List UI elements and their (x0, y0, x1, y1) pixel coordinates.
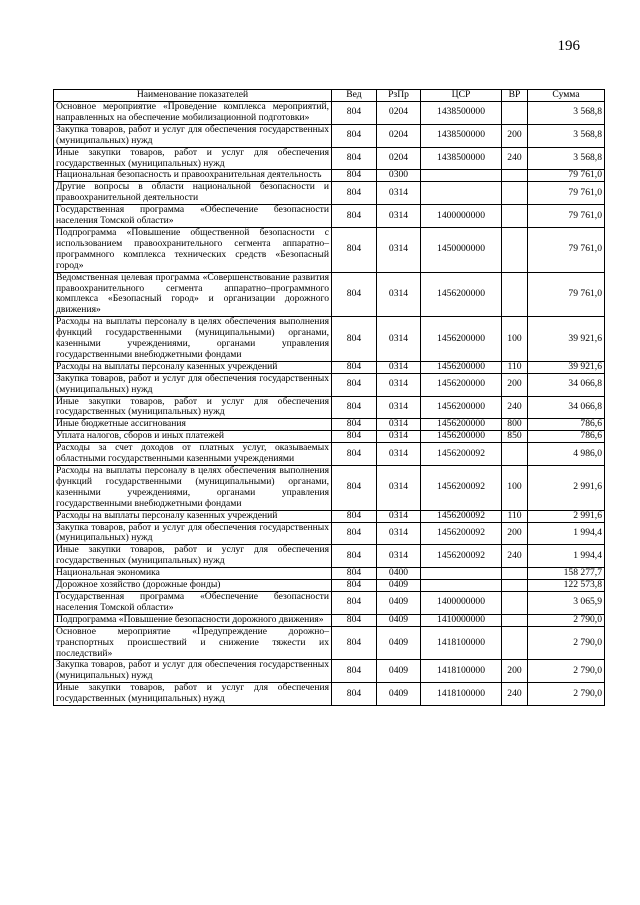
cell-name: Подпрограмма «Повышение безопасности дорожного движения» (54, 614, 332, 626)
cell-name: Закупка товаров, работ и услуг для обеспечения государственных (муниципальных) нужд (54, 373, 332, 396)
budget-table (53, 89, 605, 706)
table-row (54, 522, 605, 545)
cell-name: Закупка товаров, работ и услуг для обеспечения государственных (муниципальных) нужд (54, 124, 332, 147)
cell-sum: 79 761,0 (528, 182, 605, 205)
cell-name: Расходы на выплаты персоналу казенных учреждений (54, 361, 332, 373)
header-csr: ЦСР (421, 90, 502, 102)
table-row (54, 272, 605, 317)
cell-csr (421, 182, 502, 205)
cell-rzpr: 0314 (377, 545, 421, 568)
table-row (54, 317, 605, 362)
cell-rzpr: 0300 (377, 170, 421, 182)
cell-ved: 804 (332, 591, 377, 614)
cell-vr: 850 (502, 431, 528, 443)
cell-ved: 804 (332, 614, 377, 626)
cell-sum: 2 991,6 (528, 466, 605, 511)
cell-ved: 804 (332, 443, 377, 466)
cell-rzpr: 0400 (377, 568, 421, 580)
cell-vr (502, 102, 528, 125)
cell-csr (421, 568, 502, 580)
cell-ved: 804 (332, 419, 377, 431)
cell-name: Основное мероприятие «Предупреждение дорожно–транспортных происшествий и снижение тяжести их последствий» (54, 626, 332, 660)
cell-csr: 1456200092 (421, 510, 502, 522)
page-number: 196 (557, 38, 580, 54)
header-sum: Сумма (528, 90, 605, 102)
table-row (54, 626, 605, 660)
cell-ved: 804 (332, 227, 377, 272)
cell-sum: 1 994,4 (528, 545, 605, 568)
cell-name: Национальная экономика (54, 568, 332, 580)
cell-rzpr: 0314 (377, 227, 421, 272)
cell-name: Дорожное хозяйство (дорожные фонды) (54, 580, 332, 592)
cell-sum: 2 790,0 (528, 614, 605, 626)
cell-name: Расходы на выплаты персоналу казенных учреждений (54, 510, 332, 522)
cell-name: Иные закупки товаров, работ и услуг для обеспечения государственных (муниципальных) нужд (54, 147, 332, 170)
cell-rzpr: 0314 (377, 317, 421, 362)
cell-ved: 804 (332, 431, 377, 443)
cell-csr (421, 170, 502, 182)
cell-vr (502, 568, 528, 580)
cell-rzpr: 0314 (377, 522, 421, 545)
cell-sum: 2 790,0 (528, 660, 605, 683)
cell-vr (502, 272, 528, 317)
cell-sum: 79 761,0 (528, 205, 605, 228)
table-row (54, 373, 605, 396)
table-row (54, 227, 605, 272)
cell-ved: 804 (332, 124, 377, 147)
table-row (54, 568, 605, 580)
cell-sum: 34 066,8 (528, 373, 605, 396)
table-header (54, 90, 605, 102)
cell-ved: 804 (332, 147, 377, 170)
table-row (54, 361, 605, 373)
cell-name: Иные бюджетные ассигнования (54, 419, 332, 431)
table-row (54, 591, 605, 614)
cell-csr: 1438500000 (421, 147, 502, 170)
cell-sum: 79 761,0 (528, 272, 605, 317)
cell-sum: 39 921,6 (528, 317, 605, 362)
cell-vr (502, 205, 528, 228)
cell-vr: 100 (502, 466, 528, 511)
cell-vr: 100 (502, 317, 528, 362)
cell-sum: 122 573,8 (528, 580, 605, 592)
cell-ved: 804 (332, 272, 377, 317)
cell-vr (502, 227, 528, 272)
cell-vr (502, 170, 528, 182)
table-row (54, 545, 605, 568)
cell-vr: 240 (502, 683, 528, 706)
cell-ved: 804 (332, 182, 377, 205)
cell-vr: 240 (502, 396, 528, 419)
cell-csr: 1456200092 (421, 522, 502, 545)
cell-name: Другие вопросы в области национальной безопасности и правоохранительной деятельности (54, 182, 332, 205)
cell-vr: 800 (502, 419, 528, 431)
cell-csr: 1456200000 (421, 317, 502, 362)
table-row (54, 443, 605, 466)
cell-rzpr: 0314 (377, 431, 421, 443)
cell-csr: 1456200000 (421, 272, 502, 317)
cell-ved: 804 (332, 466, 377, 511)
cell-csr: 1450000000 (421, 227, 502, 272)
header-rzpr: РзПр (377, 90, 421, 102)
cell-vr (502, 182, 528, 205)
cell-rzpr: 0314 (377, 182, 421, 205)
cell-ved: 804 (332, 522, 377, 545)
cell-vr (502, 591, 528, 614)
cell-name: Иные закупки товаров, работ и услуг для обеспечения государственных (муниципальных) нужд (54, 545, 332, 568)
cell-ved: 804 (332, 660, 377, 683)
cell-rzpr: 0204 (377, 124, 421, 147)
table-row (54, 580, 605, 592)
cell-sum: 1 994,4 (528, 522, 605, 545)
cell-csr: 1438500000 (421, 124, 502, 147)
header-ved: Вед (332, 90, 377, 102)
cell-rzpr: 0409 (377, 591, 421, 614)
table-row (54, 431, 605, 443)
cell-rzpr: 0314 (377, 396, 421, 419)
cell-sum: 3 568,8 (528, 147, 605, 170)
cell-vr: 240 (502, 545, 528, 568)
table-row (54, 614, 605, 626)
cell-ved: 804 (332, 568, 377, 580)
cell-csr: 1400000000 (421, 591, 502, 614)
cell-csr: 1456200000 (421, 396, 502, 419)
cell-name: Ведомственная целевая программа «Совершенствование развития правоохранительного сегмента аппаратно–программного комплекса «Безопасный город» и организации дорожного движения» (54, 272, 332, 317)
cell-ved: 804 (332, 683, 377, 706)
cell-csr: 1456200000 (421, 431, 502, 443)
cell-name: Иные закупки товаров, работ и услуг для обеспечения государственных (муниципальных) нужд (54, 683, 332, 706)
cell-ved: 804 (332, 396, 377, 419)
table-row (54, 102, 605, 125)
cell-name: Уплата налогов, сборов и иных платежей (54, 431, 332, 443)
cell-rzpr: 0314 (377, 510, 421, 522)
cell-name: Закупка товаров, работ и услуг для обеспечения государственных (муниципальных) нужд (54, 522, 332, 545)
cell-name: Государственная программа «Обеспечение безопасности населения Томской области» (54, 205, 332, 228)
cell-name: Расходы на выплаты персоналу в целях обеспечения выполнения функций государственными (муниципальными) органами, казенными учреждениями, органами управления государственными внебюджетными фондами (54, 317, 332, 362)
cell-csr: 1456200092 (421, 466, 502, 511)
table-row (54, 396, 605, 419)
cell-sum: 2 790,0 (528, 626, 605, 660)
cell-csr: 1410000000 (421, 614, 502, 626)
table-row (54, 419, 605, 431)
cell-name: Подпрограмма «Повышение общественной безопасности с использованием правоохранительного сегмента аппаратно–программного комплекса технических средств «Безопасный город» (54, 227, 332, 272)
table-row (54, 205, 605, 228)
cell-sum: 79 761,0 (528, 227, 605, 272)
cell-vr (502, 443, 528, 466)
cell-rzpr: 0204 (377, 147, 421, 170)
cell-sum: 158 277,7 (528, 568, 605, 580)
table-row (54, 466, 605, 511)
cell-name: Расходы за счет доходов от платных услуг, оказываемых областными государственными казенными учреждениями (54, 443, 332, 466)
cell-sum: 4 986,0 (528, 443, 605, 466)
table-row (54, 147, 605, 170)
cell-csr: 1456200000 (421, 419, 502, 431)
cell-ved: 804 (332, 545, 377, 568)
cell-sum: 34 066,8 (528, 396, 605, 419)
cell-rzpr: 0409 (377, 683, 421, 706)
cell-vr: 200 (502, 660, 528, 683)
table-row (54, 510, 605, 522)
cell-rzpr: 0409 (377, 614, 421, 626)
cell-rzpr: 0409 (377, 660, 421, 683)
cell-vr: 200 (502, 124, 528, 147)
cell-sum: 2 790,0 (528, 683, 605, 706)
cell-sum: 786,6 (528, 431, 605, 443)
cell-csr: 1418100000 (421, 626, 502, 660)
cell-rzpr: 0314 (377, 361, 421, 373)
cell-ved: 804 (332, 170, 377, 182)
cell-csr: 1456200092 (421, 545, 502, 568)
cell-ved: 804 (332, 102, 377, 125)
cell-name: Иные закупки товаров, работ и услуг для обеспечения государственных (муниципальных) нужд (54, 396, 332, 419)
cell-name: Расходы на выплаты персоналу в целях обеспечения выполнения функций государственными (муниципальными) органами, казенными учреждениями, органами управления государственными внебюджетными фондами (54, 466, 332, 511)
cell-csr: 1456200000 (421, 361, 502, 373)
cell-csr: 1456200092 (421, 443, 502, 466)
cell-ved: 804 (332, 580, 377, 592)
cell-name: Национальная безопасность и правоохранительная деятельность (54, 170, 332, 182)
cell-vr: 110 (502, 361, 528, 373)
table-row (54, 124, 605, 147)
cell-name: Основное мероприятие «Проведение комплекса мероприятий, направленных на обеспечение мобилизационной подготовки» (54, 102, 332, 125)
cell-csr: 1438500000 (421, 102, 502, 125)
cell-csr: 1400000000 (421, 205, 502, 228)
cell-ved: 804 (332, 510, 377, 522)
cell-csr: 1456200000 (421, 373, 502, 396)
cell-rzpr: 0314 (377, 443, 421, 466)
header-vr: ВР (502, 90, 528, 102)
cell-ved: 804 (332, 317, 377, 362)
cell-name: Закупка товаров, работ и услуг для обеспечения государственных (муниципальных) нужд (54, 660, 332, 683)
cell-vr (502, 580, 528, 592)
cell-rzpr: 0314 (377, 205, 421, 228)
cell-rzpr: 0314 (377, 419, 421, 431)
table-row (54, 683, 605, 706)
cell-vr: 240 (502, 147, 528, 170)
cell-name: Государственная программа «Обеспечение безопасности населения Томской области» (54, 591, 332, 614)
cell-rzpr: 0204 (377, 102, 421, 125)
cell-ved: 804 (332, 373, 377, 396)
table-body (54, 102, 605, 706)
cell-sum: 39 921,6 (528, 361, 605, 373)
cell-vr: 200 (502, 373, 528, 396)
cell-vr (502, 614, 528, 626)
cell-csr: 1418100000 (421, 683, 502, 706)
cell-sum: 3 568,8 (528, 102, 605, 125)
cell-ved: 804 (332, 626, 377, 660)
cell-csr: 1418100000 (421, 660, 502, 683)
cell-rzpr: 0314 (377, 466, 421, 511)
cell-vr: 110 (502, 510, 528, 522)
cell-rzpr: 0409 (377, 580, 421, 592)
cell-vr (502, 626, 528, 660)
cell-sum: 79 761,0 (528, 170, 605, 182)
cell-ved: 804 (332, 361, 377, 373)
table-row (54, 182, 605, 205)
cell-sum: 3 065,9 (528, 591, 605, 614)
cell-rzpr: 0409 (377, 626, 421, 660)
cell-rzpr: 0314 (377, 272, 421, 317)
table-row (54, 170, 605, 182)
cell-rzpr: 0314 (377, 373, 421, 396)
cell-vr: 200 (502, 522, 528, 545)
cell-sum: 3 568,8 (528, 124, 605, 147)
cell-sum: 786,6 (528, 419, 605, 431)
cell-ved: 804 (332, 205, 377, 228)
header-name: Наименование показателей (54, 90, 332, 102)
header-row (54, 90, 605, 102)
cell-csr (421, 580, 502, 592)
table-row (54, 660, 605, 683)
cell-sum: 2 991,6 (528, 510, 605, 522)
